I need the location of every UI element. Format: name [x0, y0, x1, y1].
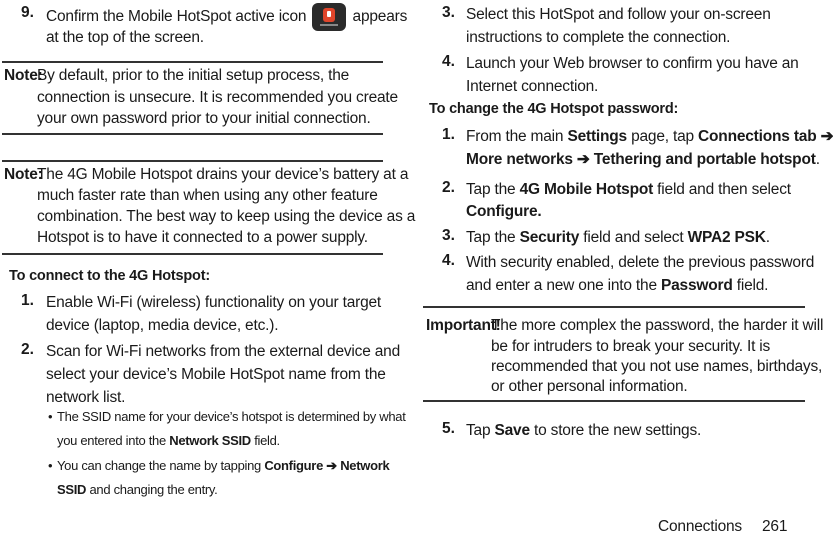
pw-step-4-line: With security enabled, delete the previous password: [466, 254, 815, 271]
divider: [2, 160, 383, 162]
pw-step-2-number: 2.: [442, 179, 455, 196]
divider: [423, 306, 805, 308]
important-line: The more complex the password, the harder it will: [491, 317, 824, 334]
pw-step-4-line: and enter a new one into the Password field.: [466, 277, 769, 294]
note-2-line: much faster rate than when using any other feature: [37, 187, 378, 204]
important-line: or other personal information.: [491, 378, 688, 395]
note-1-line: your own password prior to your initial connection.: [37, 110, 371, 127]
divider: [2, 253, 383, 255]
bullet-1-line: you entered into the Network SSID field.: [57, 433, 280, 448]
note-1-line: By default, prior to the initial setup process, the: [37, 67, 350, 84]
bullet-1-line: The SSID name for your device’s hotspot is determined by what: [57, 409, 406, 424]
note-label: Note:: [4, 67, 43, 84]
pw-step-3-line: Tap the Security field and select WPA2 PSK.: [466, 229, 770, 246]
step-4-line: Internet connection.: [466, 78, 599, 95]
note-2-line: combination. The best way to keep using the device as a: [37, 208, 416, 225]
bullet-dot: •: [48, 409, 53, 424]
divider: [2, 133, 383, 135]
step-1-number: 1.: [21, 292, 34, 309]
step-2-number: 2.: [21, 341, 34, 358]
pw-step-4-number: 4.: [442, 252, 455, 269]
pw-step-1-line: From the main Settings page, tap Connections tab ➔: [466, 128, 833, 145]
pw-step-1-number: 1.: [442, 126, 455, 143]
important-line: recommended that you not use names, birthdays,: [491, 358, 823, 375]
step-3-line: Select this HotSpot and follow your on-screen: [466, 6, 771, 23]
step-3-number: 3.: [442, 4, 455, 21]
pw-step-2-line: Tap the 4G Mobile Hotspot field and then select: [466, 181, 791, 198]
bullet-dot: •: [48, 458, 53, 473]
mobile-hotspot-icon: [312, 3, 346, 31]
step-4-line: Launch your Web browser to confirm you have an: [466, 55, 799, 72]
step-9-number: 9.: [21, 4, 34, 21]
note-1-line: connection is unsecure. It is recommended you create: [37, 89, 398, 106]
note-2-line: The 4G Mobile Hotspot drains your device’s battery at a: [37, 166, 409, 183]
footer-section-name: Connections: [658, 518, 742, 535]
pw-step-2-line: Configure.: [466, 203, 542, 220]
important-line: be for intruders to break your security. It is: [491, 338, 771, 355]
note-label: Note:: [4, 166, 43, 183]
pw-step-5-number: 5.: [442, 420, 455, 437]
step-2-line: network list.: [46, 389, 126, 406]
pw-step-3-number: 3.: [442, 227, 455, 244]
important-label: Important!: [426, 317, 501, 334]
pw-step-1-line: More networks ➔ Tethering and portable hotspot.: [466, 151, 820, 168]
step-2-line: Scan for Wi-Fi networks from the external device and: [46, 343, 400, 360]
step-4-number: 4.: [442, 53, 455, 70]
bullet-2-line: You can change the name by tapping Configure ➔ Network: [57, 458, 390, 473]
step-1-line: Enable Wi-Fi (wireless) functionality on your target: [46, 294, 382, 311]
section-heading: To connect to the 4G Hotspot:: [9, 268, 210, 284]
divider: [2, 61, 383, 63]
pw-step-5-line: Tap Save to store the new settings.: [466, 422, 702, 439]
step-9-line2: at the top of the screen.: [46, 29, 204, 46]
bullet-2-line: SSID and changing the entry.: [57, 482, 218, 497]
step-1-line: device (laptop, media device, etc.).: [46, 317, 279, 334]
step-2-line: select your device’s Mobile HotSpot name from the: [46, 366, 386, 383]
note-2-line: Hotspot is to have it connected to a power supply.: [37, 229, 368, 246]
step-9-line1: Confirm the Mobile HotSpot active icon appears: [46, 3, 407, 31]
step-3-line: instructions to complete the connection.: [466, 29, 731, 46]
divider: [423, 400, 805, 402]
page-number: 261: [762, 518, 788, 535]
section-heading: To change the 4G Hotspot password:: [429, 101, 679, 117]
